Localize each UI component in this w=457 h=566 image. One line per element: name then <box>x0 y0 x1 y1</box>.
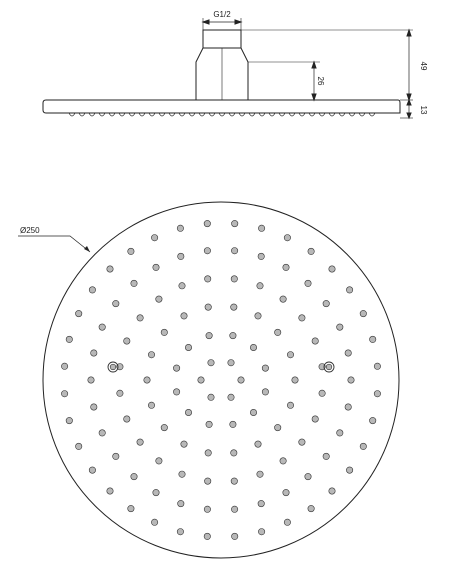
nozzle <box>308 248 314 254</box>
nozzle <box>231 304 237 310</box>
nozzle <box>329 266 335 272</box>
nozzle <box>153 489 159 495</box>
nozzle <box>337 324 343 330</box>
nozzle <box>348 377 354 383</box>
nozzle <box>258 253 264 259</box>
nozzle <box>161 424 167 430</box>
nozzle <box>128 248 134 254</box>
nozzle <box>204 248 210 254</box>
nozzle <box>284 235 290 241</box>
nozzle <box>117 390 123 396</box>
nozzle <box>88 377 94 383</box>
nozzle <box>151 235 157 241</box>
nozzle <box>179 283 185 289</box>
nozzle <box>287 352 293 358</box>
nozzle <box>308 505 314 511</box>
nozzle <box>370 336 376 342</box>
nozzle <box>258 225 264 231</box>
nozzle <box>345 350 351 356</box>
label-arm-height: 26 <box>316 76 325 86</box>
dim-26-arrow-top <box>312 62 316 68</box>
nozzle <box>61 363 67 369</box>
nozzle <box>181 313 187 319</box>
label-thread: G1/2 <box>213 10 231 19</box>
nozzle <box>360 443 366 449</box>
nozzle <box>238 377 244 383</box>
nozzle <box>177 225 183 231</box>
nozzle <box>124 338 130 344</box>
nozzle <box>232 220 238 226</box>
thread-connector <box>203 30 241 48</box>
nozzle <box>319 390 325 396</box>
nozzle <box>144 377 150 383</box>
nozzle <box>206 332 212 338</box>
nozzle <box>161 329 167 335</box>
nozzle <box>204 220 210 226</box>
nozzle <box>131 280 137 286</box>
nozzle <box>205 304 211 310</box>
diameter-leader-arrow <box>84 246 90 252</box>
nozzle <box>205 450 211 456</box>
nozzle <box>374 363 380 369</box>
nozzle <box>124 416 130 422</box>
nozzle <box>205 478 211 484</box>
nozzle <box>99 430 105 436</box>
shower-head-outline <box>43 202 399 558</box>
nozzle <box>292 377 298 383</box>
nozzle <box>128 505 134 511</box>
top-view <box>18 202 399 558</box>
nozzle <box>91 404 97 410</box>
nozzle <box>91 350 97 356</box>
nozzle <box>131 473 137 479</box>
nozzle <box>231 276 237 282</box>
nozzle <box>346 467 352 473</box>
nozzle <box>262 389 268 395</box>
nozzle <box>255 313 261 319</box>
nozzle <box>257 283 263 289</box>
nozzle <box>323 453 329 459</box>
nozzle <box>204 533 210 539</box>
nozzle <box>148 352 154 358</box>
nozzle <box>137 439 143 445</box>
label-total-height: 49 <box>419 61 428 71</box>
nozzle <box>312 338 318 344</box>
dim-13-arrow-top <box>407 100 411 105</box>
nozzle <box>370 417 376 423</box>
nozzle <box>258 500 264 506</box>
nozzle <box>185 409 191 415</box>
nozzle <box>305 280 311 286</box>
nozzle <box>148 402 154 408</box>
nozzle <box>89 287 95 293</box>
nozzle <box>345 404 351 410</box>
nozzle <box>258 529 264 535</box>
nozzle <box>178 500 184 506</box>
nozzle <box>231 478 237 484</box>
nozzle <box>151 519 157 525</box>
nozzle <box>66 417 72 423</box>
nozzle <box>198 377 204 383</box>
nozzle <box>337 430 343 436</box>
nozzle <box>230 421 236 427</box>
mounting-screw-centre <box>110 364 116 370</box>
nozzle <box>107 488 113 494</box>
nozzle <box>250 344 256 350</box>
label-plate-thickness: 13 <box>419 105 428 115</box>
nozzle <box>173 389 179 395</box>
dim-thread-arrow-right <box>235 20 241 24</box>
nozzle <box>284 519 290 525</box>
nozzle <box>287 402 293 408</box>
nozzle <box>275 329 281 335</box>
nozzle <box>280 296 286 302</box>
nozzle <box>204 506 210 512</box>
nozzle <box>99 324 105 330</box>
mounting-screw-centre <box>326 364 332 370</box>
nozzle <box>262 365 268 371</box>
shower-plate-side <box>43 100 400 113</box>
nozzle <box>255 441 261 447</box>
dim-thread-arrow-left <box>203 20 209 24</box>
nozzle <box>113 453 119 459</box>
nozzle <box>113 300 119 306</box>
nozzle <box>283 489 289 495</box>
nozzle <box>231 450 237 456</box>
nozzle <box>283 264 289 270</box>
nozzle <box>76 310 82 316</box>
nozzle <box>305 473 311 479</box>
nozzle <box>329 488 335 494</box>
nozzle <box>153 264 159 270</box>
nozzle <box>312 416 318 422</box>
nozzle <box>185 344 191 350</box>
nozzle <box>231 248 237 254</box>
nozzle-grid <box>61 220 380 539</box>
dim-13-arrow-bottom <box>407 113 411 118</box>
nozzle <box>374 391 380 397</box>
nozzle <box>275 424 281 430</box>
nozzle <box>156 458 162 464</box>
nozzle <box>228 394 234 400</box>
nozzle <box>231 506 237 512</box>
nozzle <box>299 439 305 445</box>
nozzle <box>208 360 214 366</box>
nozzle <box>250 409 256 415</box>
dim-26-arrow-bottom <box>312 94 316 100</box>
nozzle <box>360 310 366 316</box>
nozzle <box>156 296 162 302</box>
nozzle <box>257 471 263 477</box>
nozzle <box>76 443 82 449</box>
nozzle <box>228 360 234 366</box>
nozzle <box>232 533 238 539</box>
nozzle <box>178 253 184 259</box>
nozzle <box>181 441 187 447</box>
diameter-leader <box>18 236 90 252</box>
nozzle <box>173 365 179 371</box>
dim-49-arrow-top <box>407 30 411 36</box>
nozzle <box>346 287 352 293</box>
nozzle <box>107 266 113 272</box>
nozzle <box>323 300 329 306</box>
nozzle <box>280 458 286 464</box>
nozzle <box>61 391 67 397</box>
nozzle <box>206 421 212 427</box>
nozzle <box>299 315 305 321</box>
nozzle <box>89 467 95 473</box>
nozzle <box>137 315 143 321</box>
nozzle <box>205 276 211 282</box>
nozzle <box>230 332 236 338</box>
nozzle <box>177 529 183 535</box>
label-diameter: Ø250 <box>20 226 40 235</box>
nozzle <box>66 336 72 342</box>
side-view <box>43 18 413 118</box>
nozzle <box>179 471 185 477</box>
nozzle <box>208 394 214 400</box>
